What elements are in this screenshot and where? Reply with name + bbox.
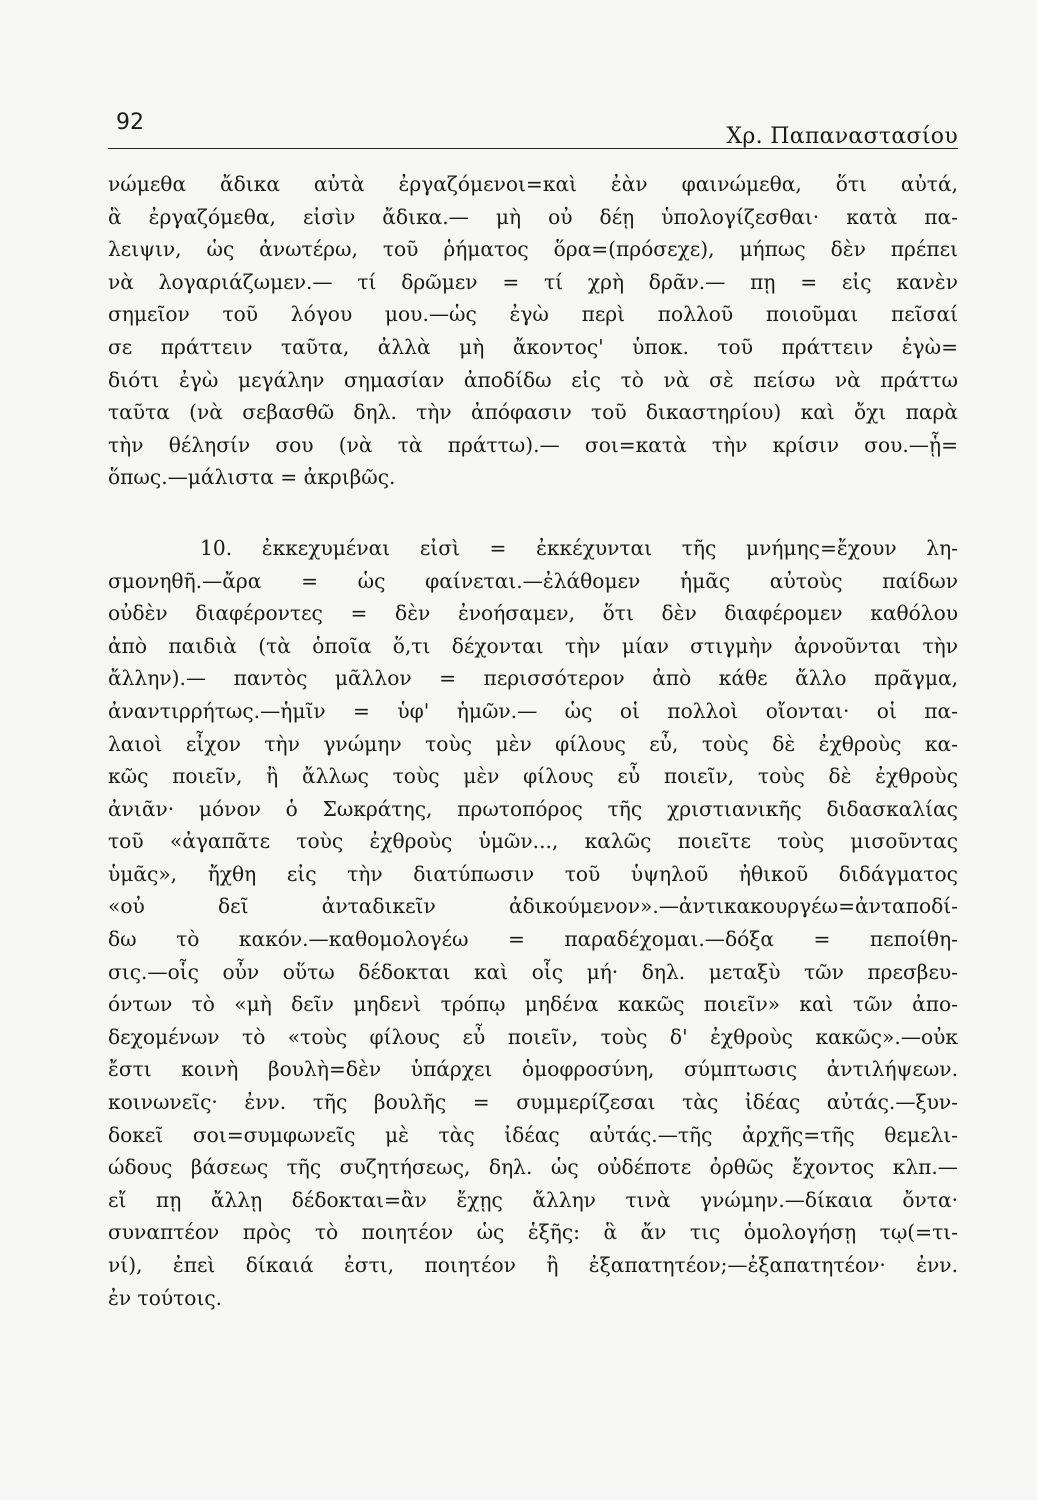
text-line: νὰ λογαριάζωμεν.— τί δρῶμεν = τί χρὴ δρᾶν.— πῃ = εἰς κανὲν: [108, 269, 958, 294]
paragraph-2: [108, 532, 958, 1314]
text-line: εἴ πῃ ἄλλῃ δέδοκται=ἂν ἔχῃς ἄλλην τινὰ γνώμην.—δίκαια ὄντα·: [108, 1187, 958, 1212]
page-header: [108, 104, 958, 149]
text-line: ὅπως.—μάλιστα = ἀκριβῶς.: [108, 465, 396, 490]
text-line: ταῦτα (νὰ σεβασθῶ δηλ. τὴν ἀπόφασιν τοῦ δικαστηρίου) καὶ ὄχι παρὰ: [108, 400, 958, 425]
text-line: νώμεθα ἄδικα αὐτὰ ἐργαζόμενοι=καὶ ἐὰν φαινώμεθα, ὅτι αὐτά,: [108, 172, 958, 196]
text-line: ἀπὸ παιδιὰ (τὰ ὁποῖα ὅ,τι δέχονται τὴν μίαν στιγμὴν ἀρνοῦνται τὴν: [108, 633, 958, 658]
text-line: δω τὸ κακόν.—καθομολογέω = παραδέχομαι.—δόξα = πεποίθη-: [108, 927, 958, 952]
text-line: όντων τὸ «μὴ δεῖν μηδενὶ τρόπῳ μηδένα κακῶς ποιεῖν» καὶ τῶν ἀπο-: [108, 992, 958, 1017]
text-line: «οὐ δεῖ ἀνταδικεῖν ἀδικούμενον».—ἀντικακουργέω=ἀνταποδί-: [108, 894, 958, 919]
text-line: διότι ἐγὼ μεγάλην σημασίαν ἀποδίδω εἰς τὸ νὰ σὲ πείσω νὰ πράττω: [108, 367, 958, 392]
text-line: οὐδὲν διαφέροντες = δὲν ἐνοήσαμεν, ὅτι δὲν διαφέρομεν καθόλου: [108, 601, 958, 626]
text-line: κῶς ποιεῖν, ἢ ἄλλως τοὺς μὲν φίλους εὖ ποιεῖν, τοὺς δὲ ἐχθροὺς: [108, 764, 958, 789]
text-line: ἃ ἐργαζόμεθα, εἰσὶν ἄδικα.— μὴ οὐ δέῃ ὑπολογίζεσθαι· κατὰ πα-: [108, 204, 958, 229]
text-line: νί), ἐπεὶ δίκαιά ἐστι, ποιητέον ἢ ἐξαπατητέον;—ἐξαπατητέον· ἐνν.: [108, 1253, 958, 1277]
text-line: τοῦ «ἀγαπᾶτε τοὺς ἐχθροὺς ὑμῶν..., καλῶς ποιεῖτε τοὺς μισοῦντας: [108, 829, 958, 854]
text-line: σμονηθῆ.—ἄρα = ὡς φαίνεται.—ἐλάθομεν ἡμᾶς αὐτοὺς παίδων: [108, 568, 958, 593]
text-line: ώδους βάσεως τῆς συζητήσεως, δηλ. ὡς οὐδέποτε ὀρθῶς ἔχοντος κλπ.—: [108, 1155, 958, 1180]
text-line: ἀνιᾶν· μόνον ὁ Σωκράτης, πρωτοπόρος τῆς χριστιανικῆς διδασκαλίας: [108, 796, 958, 821]
text-line: λειψιν, ὡς ἀνωτέρω, τοῦ ῥήματος ὅρα=(πρόσεχε), μήπως δὲν πρέπει: [108, 237, 958, 262]
text-line: ἐν τούτοις.: [108, 1285, 223, 1310]
text-line: ἄλλην).— παντὸς μᾶλλον = περισσότερον ἀπὸ κάθε ἄλλο πρᾶγμα,: [108, 666, 958, 691]
text-line: ὑμᾶς», ἤχθη εἰς τὴν διατύπωσιν τοῦ ὑψηλοῦ ἠθικοῦ διδάγματος: [108, 861, 958, 886]
text-line: συναπτέον πρὸς τὸ ποιητέον ὡς ἑξῆς: ἃ ἄν τις ὁμολογήσῃ τῳ(=τι-: [108, 1220, 958, 1245]
text-line: λαιοὶ εἶχον τὴν γνώμην τοὺς μὲν φίλους εὖ, τοὺς δὲ ἐχθροὺς κα-: [108, 731, 958, 756]
text-line: δοκεῖ σοι=συμφωνεῖς μὲ τὰς ἰδέας αὐτάς.—τῆς ἀρχῆς=τῆς θεμελι-: [108, 1122, 958, 1147]
paragraph-gap: [108, 494, 958, 532]
text-line: 10. ἐκκεχυμέναι εἰσὶ = ἐκκέχυνται τῆς μνήμης=ἔχουν λη-: [200, 535, 958, 560]
paragraph-1: [108, 168, 958, 494]
text-line: ἔστι κοινὴ βουλὴ=δὲν ὑπάρχει ὁμοφροσύνη, σύμπτωσις ἀντιλήψεων.: [108, 1057, 958, 1082]
commentary-text: [108, 168, 958, 1314]
text-line: κοινωνεῖς· ἐνν. τῆς βουλῆς = συμμερίζεσαι τὰς ἰδέας αὐτάς.—ξυν-: [108, 1090, 958, 1115]
text-line: σημεῖον τοῦ λόγου μου.—ὡς ἐγὼ περὶ πολλοῦ ποιοῦμαι πεῖσαί: [108, 302, 958, 327]
page-number: 92: [116, 110, 144, 135]
text-line: δεχομένων τὸ «τοὺς φίλους εὖ ποιεῖν, τοὺς δ' ἐχθροὺς κακῶς».—οὐκ: [108, 1024, 958, 1049]
text-line: ἀναντιρρήτως.—ἡμῖν = ὑφ' ἡμῶν.— ὡς οἱ πολλοὶ οἴονται· οἱ πα-: [108, 698, 958, 723]
text-line: τὴν θέλησίν σου (νὰ τὰ πράττω).— σοι=κατὰ τὴν κρίσιν σου.—ᾗ=: [108, 432, 958, 457]
text-line: σε πράττειν ταῦτα, ἀλλὰ μὴ ἄκοντος' ὑποκ. τοῦ πράττειν ἐγὼ=: [108, 334, 958, 359]
running-head: Χρ. Παπαναστασίου: [726, 124, 958, 149]
text-line: σις.—οἷς οὖν οὕτω δέδοκται καὶ οἷς μή· δηλ. μεταξὺ τῶν πρεσβευ-: [108, 959, 958, 984]
